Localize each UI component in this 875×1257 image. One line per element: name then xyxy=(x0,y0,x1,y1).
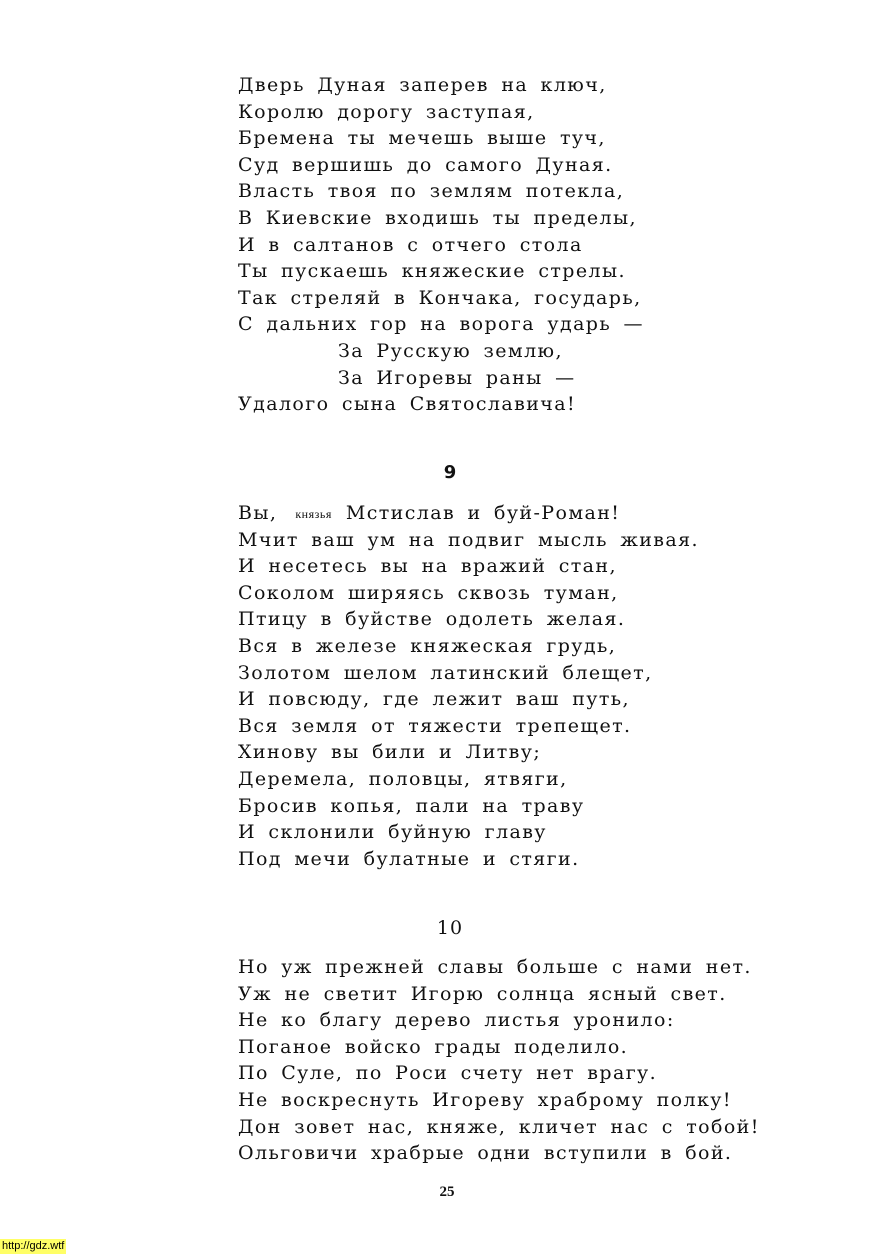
poem-line: Хинову вы били и Литву; xyxy=(238,741,542,764)
poem-line: Поганое войско грады поделило. xyxy=(238,1035,629,1058)
poem-line: С дальних гор на ворога ударь — xyxy=(238,313,644,336)
poem-line: Не ко благу дерево листья уронило: xyxy=(238,1009,675,1032)
poem-line: Ты пускаешь княжеские стрелы. xyxy=(238,260,626,283)
poem-line: По Суле, по Роси счету нет врагу. xyxy=(238,1062,658,1085)
poem-line: Королю дорогу заступая, xyxy=(238,100,535,123)
poem-line: И повсюду, где лежит ваш путь, xyxy=(238,688,630,711)
poem-line: Дверь Дуная заперев на ключ, xyxy=(238,74,607,96)
poem-line: Не воскреснуть Игореву храброму полку! xyxy=(238,1088,732,1111)
stanza-9 xyxy=(238,500,699,872)
poem-line: Бросив копья, пали на траву xyxy=(238,794,585,817)
poem-line: И в салтанов с отчего стола xyxy=(238,233,583,256)
poem-line: Бремена ты мечешь выше туч, xyxy=(238,127,606,150)
inserted-word: князья xyxy=(295,507,332,521)
poem-line: И склонили буйную главу xyxy=(238,821,547,844)
poem-line: Под мечи булатные и стяги. xyxy=(238,847,580,870)
poem-line: Вся в железе княжеская грудь, xyxy=(238,634,617,657)
poem-line: Мчит ваш ум на подвиг мысль живая. xyxy=(238,528,699,551)
first-line-end: Мстислав и буй-Роман! xyxy=(345,502,621,524)
poem-line: И несетесь вы на вражий стан, xyxy=(238,555,617,578)
poem-line: Удалого сына Святославича! xyxy=(238,393,576,416)
stanza-number-9: 9 xyxy=(443,462,457,483)
poem-line: Соколом ширяясь сквозь туман, xyxy=(238,581,619,604)
stanza-8 xyxy=(238,72,644,418)
poem-line-indented: За Игоревы раны — xyxy=(338,366,576,389)
poem-line: Власть твоя по землям потекла, xyxy=(238,180,625,203)
poem-line: Золотом шелом латинский блещет, xyxy=(238,661,653,684)
poem-line: Но уж прежней славы больше с нами нет. xyxy=(238,956,752,978)
stanza-number-10: 10 xyxy=(436,917,464,939)
poem-line: В Киевские входишь ты пределы, xyxy=(238,206,637,229)
first-line-start: Вы, xyxy=(238,502,278,524)
poem-line: Дон зовет нас, княже, кличет нас с тобой! xyxy=(238,1115,760,1138)
page-number: 25 xyxy=(439,1184,455,1200)
poem-line-indented: За Русскую землю, xyxy=(338,339,563,362)
poem-line: Вся земля от тяжести трепещет. xyxy=(238,714,632,737)
poem-line: Уж не светит Игорю солнца ясный свет. xyxy=(238,982,727,1005)
poem-line: Так стреляй в Кончака, государь, xyxy=(238,286,642,309)
poem-line: Деремела, половцы, ятвяги, xyxy=(238,767,568,790)
poem-line: Суд вершишь до самого Дуная. xyxy=(238,153,613,176)
stanza-10 xyxy=(238,954,760,1167)
poem-line: Ольговичи храбрые одни вступили в бой. xyxy=(238,1142,733,1165)
watermark-link[interactable]: http://gdz.wtf xyxy=(2,1240,65,1252)
poem-line: Птицу в буйстве одолеть желая. xyxy=(238,608,626,631)
poem-line-first xyxy=(238,500,699,527)
